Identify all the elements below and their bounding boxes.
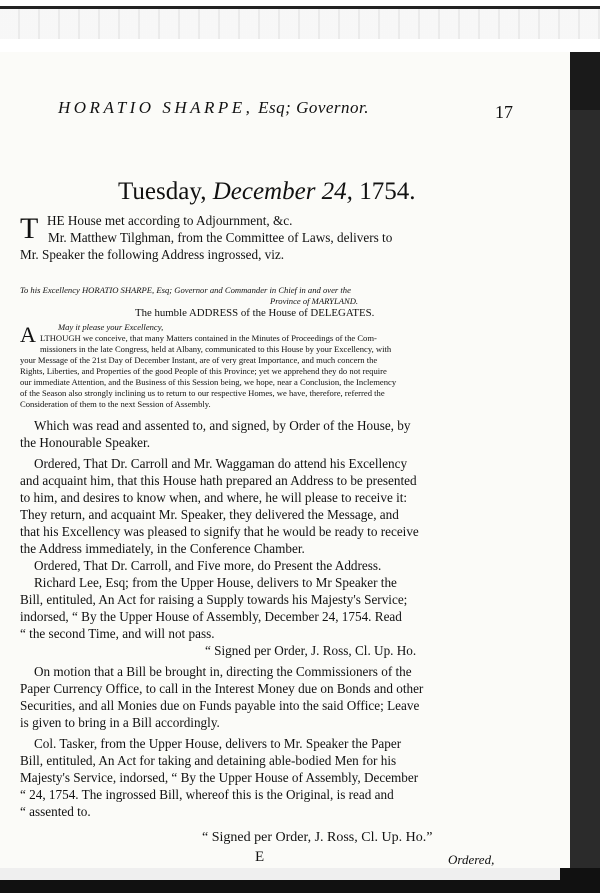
paragraph-line: They return, and acquaint Mr. Speaker, they delivered the Message, and (20, 507, 399, 522)
paragraph-line: “ 24, 1754. The ingrossed Bill, whereof this is the Original, is read and (20, 787, 394, 802)
running-head-title: Esq; Governor. (253, 98, 370, 117)
paragraph-line: Bill, entituled, An Act for taking and detaining able-bodied Men for his (20, 753, 397, 768)
date-weekday: Tuesday, (118, 178, 207, 205)
signed-line: “ Signed per Order, J. Ross, Cl. Up. Ho. (205, 643, 417, 658)
paragraph-line: On motion that a Bill be brought in, directing the Commissioners of the (34, 664, 412, 679)
scan-edge-line (0, 6, 600, 9)
paragraph-line: Which was read and assented to, and signed, by Order of the House, by (34, 418, 411, 433)
address-line: Consideration of them to the next Session of Assembly. (20, 399, 211, 409)
signature-mark: E (255, 849, 265, 865)
signed-line: “ Signed per Order, J. Ross, Cl. Up. Ho.” (202, 830, 433, 845)
running-head-name: HORATIO SHARPE, (58, 98, 254, 117)
paragraph-line: Richard Lee, Esq; from the Upper House, delivers to Mr Speaker the (34, 575, 397, 590)
address-line: missioners in the late Congress, held at Albany, communicated to this House by your Excellency, with (40, 344, 392, 354)
paragraph-line: Ordered, That Dr. Carroll, and Five more, do Present the Address. (34, 558, 382, 573)
opening-line: Mr. Speaker the following Address ingrossed, viz. (20, 247, 285, 262)
page-bottom-edge (0, 868, 560, 880)
address-line: your Message of the 21st Day of December Instant, are of very great Importance, and much concern the (20, 355, 378, 365)
opening-line: Mr. Matthew Tilghman, from the Committee of Laws, delivers to (48, 230, 393, 245)
address-salutation: May it please your Excellency, (58, 322, 164, 332)
paragraph-line: “ assented to. (20, 804, 91, 819)
paragraph-line: indorsed, “ By the Upper House of Assembly, December 24, 1754. Read (20, 609, 402, 624)
address-line: Rights, Liberties, and Properties of the good People of this Province; yet we apprehend they do not require (20, 366, 387, 376)
address-title: The humble ADDRESS of the House of DELEGATES. (135, 307, 375, 319)
address-to-line: To his Excellency HORATIO SHARPE, Esq; Governor and Commander in Chief in and over the (20, 285, 351, 295)
paragraph-line: that his Excellency was pleased to signify that he would be ready to receive (20, 524, 419, 539)
paragraph-line: Col. Tasker, from the Upper House, delivers to Mr. Speaker the Paper (34, 736, 402, 751)
paragraph-line: Paper Currency Office, to call in the Interest Money due on Bonds and other (20, 681, 424, 696)
date-heading (118, 178, 415, 206)
paragraph-line: to him, and desires to know when, and where, he will please to receive it: (20, 490, 408, 505)
paragraph-line: “ the second Time, and will not pass. (20, 626, 215, 641)
date-day: December 24, (206, 178, 360, 205)
paragraph-line: the Address immediately, in the Conference Chamber. (20, 541, 305, 556)
page-shadow-right (570, 110, 600, 893)
paragraph-line: the Honourable Speaker. (20, 435, 151, 450)
paragraph-line: Majesty's Service, indorsed, “ By the Upper House of Assembly, December (20, 770, 419, 785)
address-line: of the Season also strongly inclining us to return to our respective Homes, we have, therefore, referred the (20, 388, 385, 398)
address-line: LTHOUGH we conceive, that many Matters contained in the Minutes of Proceedings of the Com- (40, 333, 377, 343)
paragraph-line: is given to bring in a Bill accordingly. (20, 715, 220, 730)
address-line: our immediate Attention, and the Business of this Session being, we hope, near a Conclusion, the Inclemency (20, 377, 397, 387)
paragraph-line: Bill, entituled, An Act for raising a Supply towards his Majesty's Service; (20, 592, 408, 607)
scan-edge-texture (0, 9, 600, 39)
drop-cap-t: T (20, 212, 39, 245)
running-head (58, 98, 369, 118)
date-year: 1754. (359, 178, 416, 205)
opening-line: HE House met according to Adjournment, &c. (47, 213, 293, 228)
address-to-line: Province of MARYLAND. (270, 296, 359, 306)
paragraph-line: Securities, and all Monies due on Funds payable into the said Office; Leave (20, 698, 420, 713)
paragraph-line: Ordered, That Dr. Carroll and Mr. Waggaman do attend his Excellency (34, 456, 408, 471)
catchword: Ordered, (448, 852, 495, 867)
page-number: 17 (495, 102, 513, 122)
paragraph-line: and acquaint him, that this House hath prepared an Address to be presented (20, 473, 417, 488)
drop-cap-a: A (20, 322, 36, 347)
